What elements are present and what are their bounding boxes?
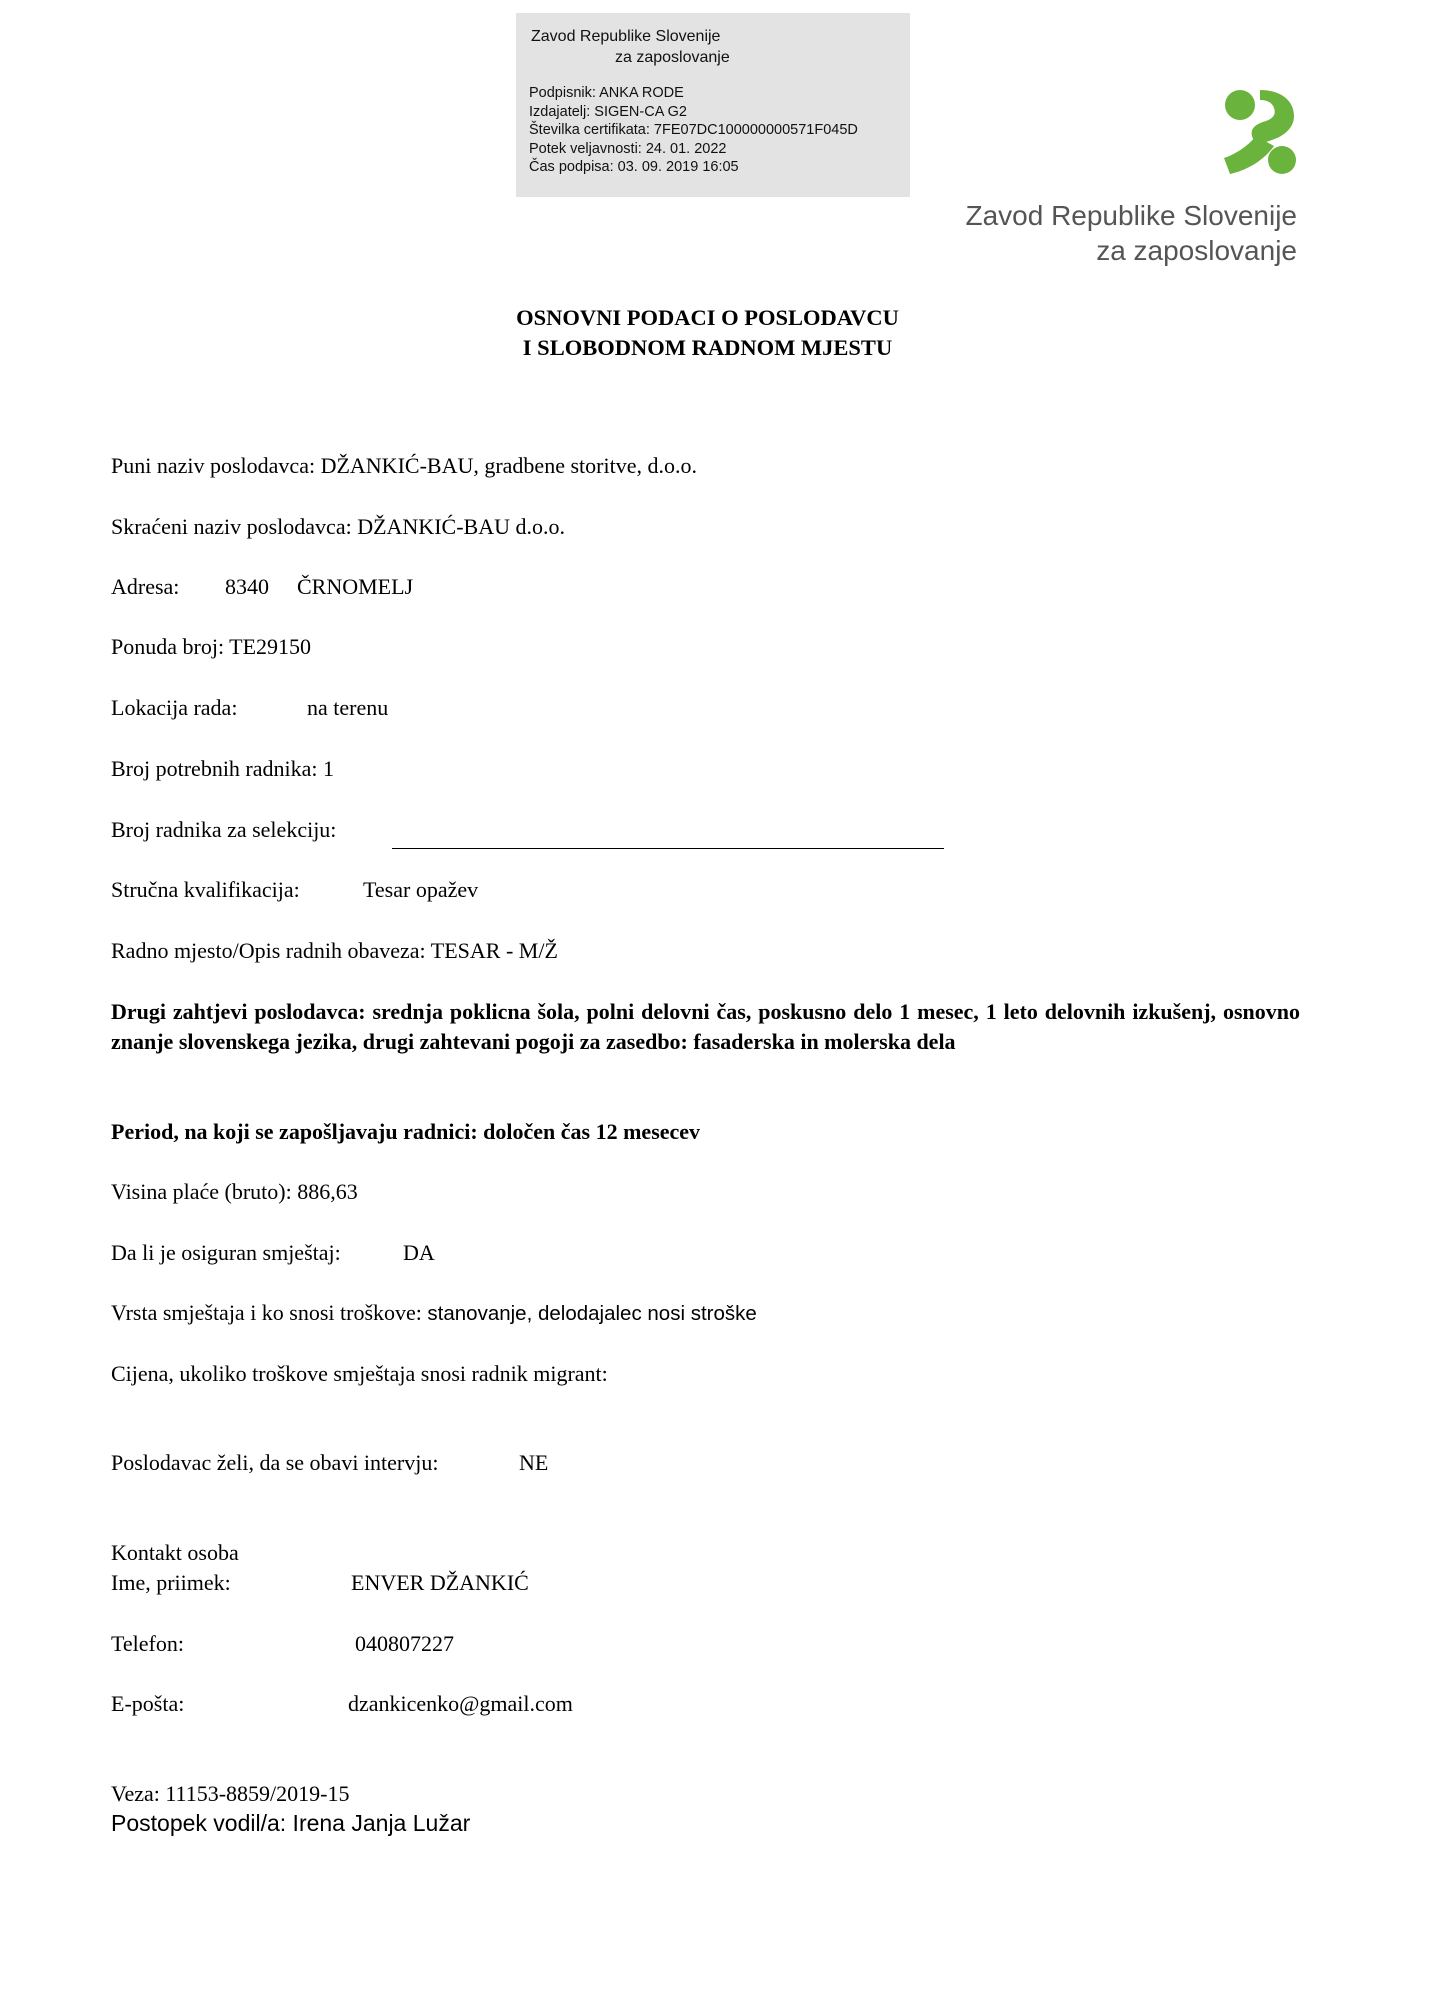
signature-validity: Potek veljavnosti: 24. 01. 2022 [529,140,727,157]
field-qualification [111,877,611,903]
field-label: Da li je osiguran smještaj: [111,1240,341,1265]
logo-wordmark [965,198,1297,268]
field-short-name [111,514,565,540]
field-full-name [111,453,697,479]
field-label: Visina plaće (bruto): [111,1179,292,1204]
contact-name-label: Ime, priimek: [111,1570,231,1595]
field-value: DŽANKIĆ-BAU d.o.o. [357,514,565,539]
selection-blank-line [392,848,944,849]
contact-phone: 040807227 [355,1631,454,1656]
field-accommodation-type [111,1300,757,1326]
address-city: ČRNOMELJ [297,574,414,599]
reference-number: Veza: 11153-8859/2019-15 [111,1781,350,1806]
handled-by: Postopek vodil/a: Irena Janja Lužar [111,1810,471,1836]
field-label: Broj potrebnih radnika: [111,756,318,781]
zavod-logo-icon [1222,88,1298,174]
signature-details [529,84,858,177]
field-label: Lokacija rada: [111,695,238,720]
contact-email-label: E-pošta: [111,1691,185,1716]
signature-time: Čas podpisa: 03. 09. 2019 16:05 [529,159,739,176]
field-label: Broj radnika za selekciju: [111,817,337,842]
field-label: Adresa: [111,574,180,599]
signature-signer: Podpisnik: ANKA RODE [529,85,684,101]
contact-heading: Kontakt osoba [111,1540,239,1565]
field-label: Vrsta smještaja i ko snosi troškove: [111,1300,422,1325]
field-label: Skraćeni naziv poslodavca: [111,514,352,539]
field-label: Ponuda broj: [111,634,225,659]
field-salary [111,1179,358,1205]
field-value: DŽANKIĆ-BAU, gradbene storitve, d.o.o. [320,453,697,478]
logo-line1: Zavod Republike Slovenije [965,200,1297,231]
contact-name: ENVER DŽANKIĆ [351,1570,529,1595]
field-value: Tesar opažev [363,877,479,902]
field-value: 886,63 [297,1179,358,1204]
field-offer-number [111,634,311,660]
field-accommodation [111,1240,511,1266]
field-value: stanovanje, delodajalec nosi stroške [427,1302,757,1325]
field-value: 1 [323,756,335,781]
field-value: DA [403,1240,435,1265]
field-value: na terenu [307,695,389,720]
field-label: Poslodavac želi, da se obavi intervju: [111,1450,439,1475]
contact-email-row [111,1691,711,1717]
signature-org-line1: Zavod Republike Slovenije [531,28,721,45]
field-value: NE [519,1450,549,1475]
field-address [111,574,511,600]
contact-phone-label: Telefon: [111,1631,184,1656]
field-workers-selection [111,817,336,843]
signature-issuer: Izdajatelj: SIGEN-CA G2 [529,103,687,120]
field-label: Puni naziv poslodavca: [111,453,316,478]
contact-phone-row [111,1631,711,1657]
field-interview [111,1450,671,1476]
field-work-location [111,695,511,721]
address-postcode: 8340 [225,574,269,599]
field-value: TE29150 [229,634,312,659]
title-line1: OSNOVNI PODACI O POSLODAVCU [516,305,899,330]
signature-org-line2: za zaposlovanje [615,49,730,66]
employment-period: Period, na koji se zapošljavaju radnici: določen čas 12 mesecev [111,1119,701,1144]
other-requirements: Drugi zahtjevi poslodavca: srednja poklicna šola, polni delovni čas, poskusno delo 1 mesec, 1 leto delovnih izkušenj, osnovno znanje slovenskega jezika, drugi zahtevani pogoji za zasedbo: fasaderska in molerska dela [111,999,1300,1054]
field-label: Stručna kvalifikacija: [111,877,300,902]
logo-line2: za zaposlovanje [1096,235,1297,266]
contact-email: dzankicenko@gmail.com [348,1691,573,1716]
field-workers-needed [111,756,334,782]
title-line2: I SLOBODNOM RADNOM MJESTU [522,335,893,360]
field-label: Cijena, ukoliko troškove smještaja snosi radnik migrant: [111,1361,608,1386]
signature-certificate: Številka certifikata: 7FE07DC100000000571F045D [529,122,858,139]
digital-signature-box [516,13,910,197]
document-title [0,303,1415,363]
field-job [111,938,558,964]
contact-name-row [111,1570,711,1596]
field-label: Radno mjesto/Opis radnih obaveza: [111,938,426,963]
field-value: TESAR - M/Ž [430,938,558,963]
field-accommodation-price [111,1361,608,1387]
